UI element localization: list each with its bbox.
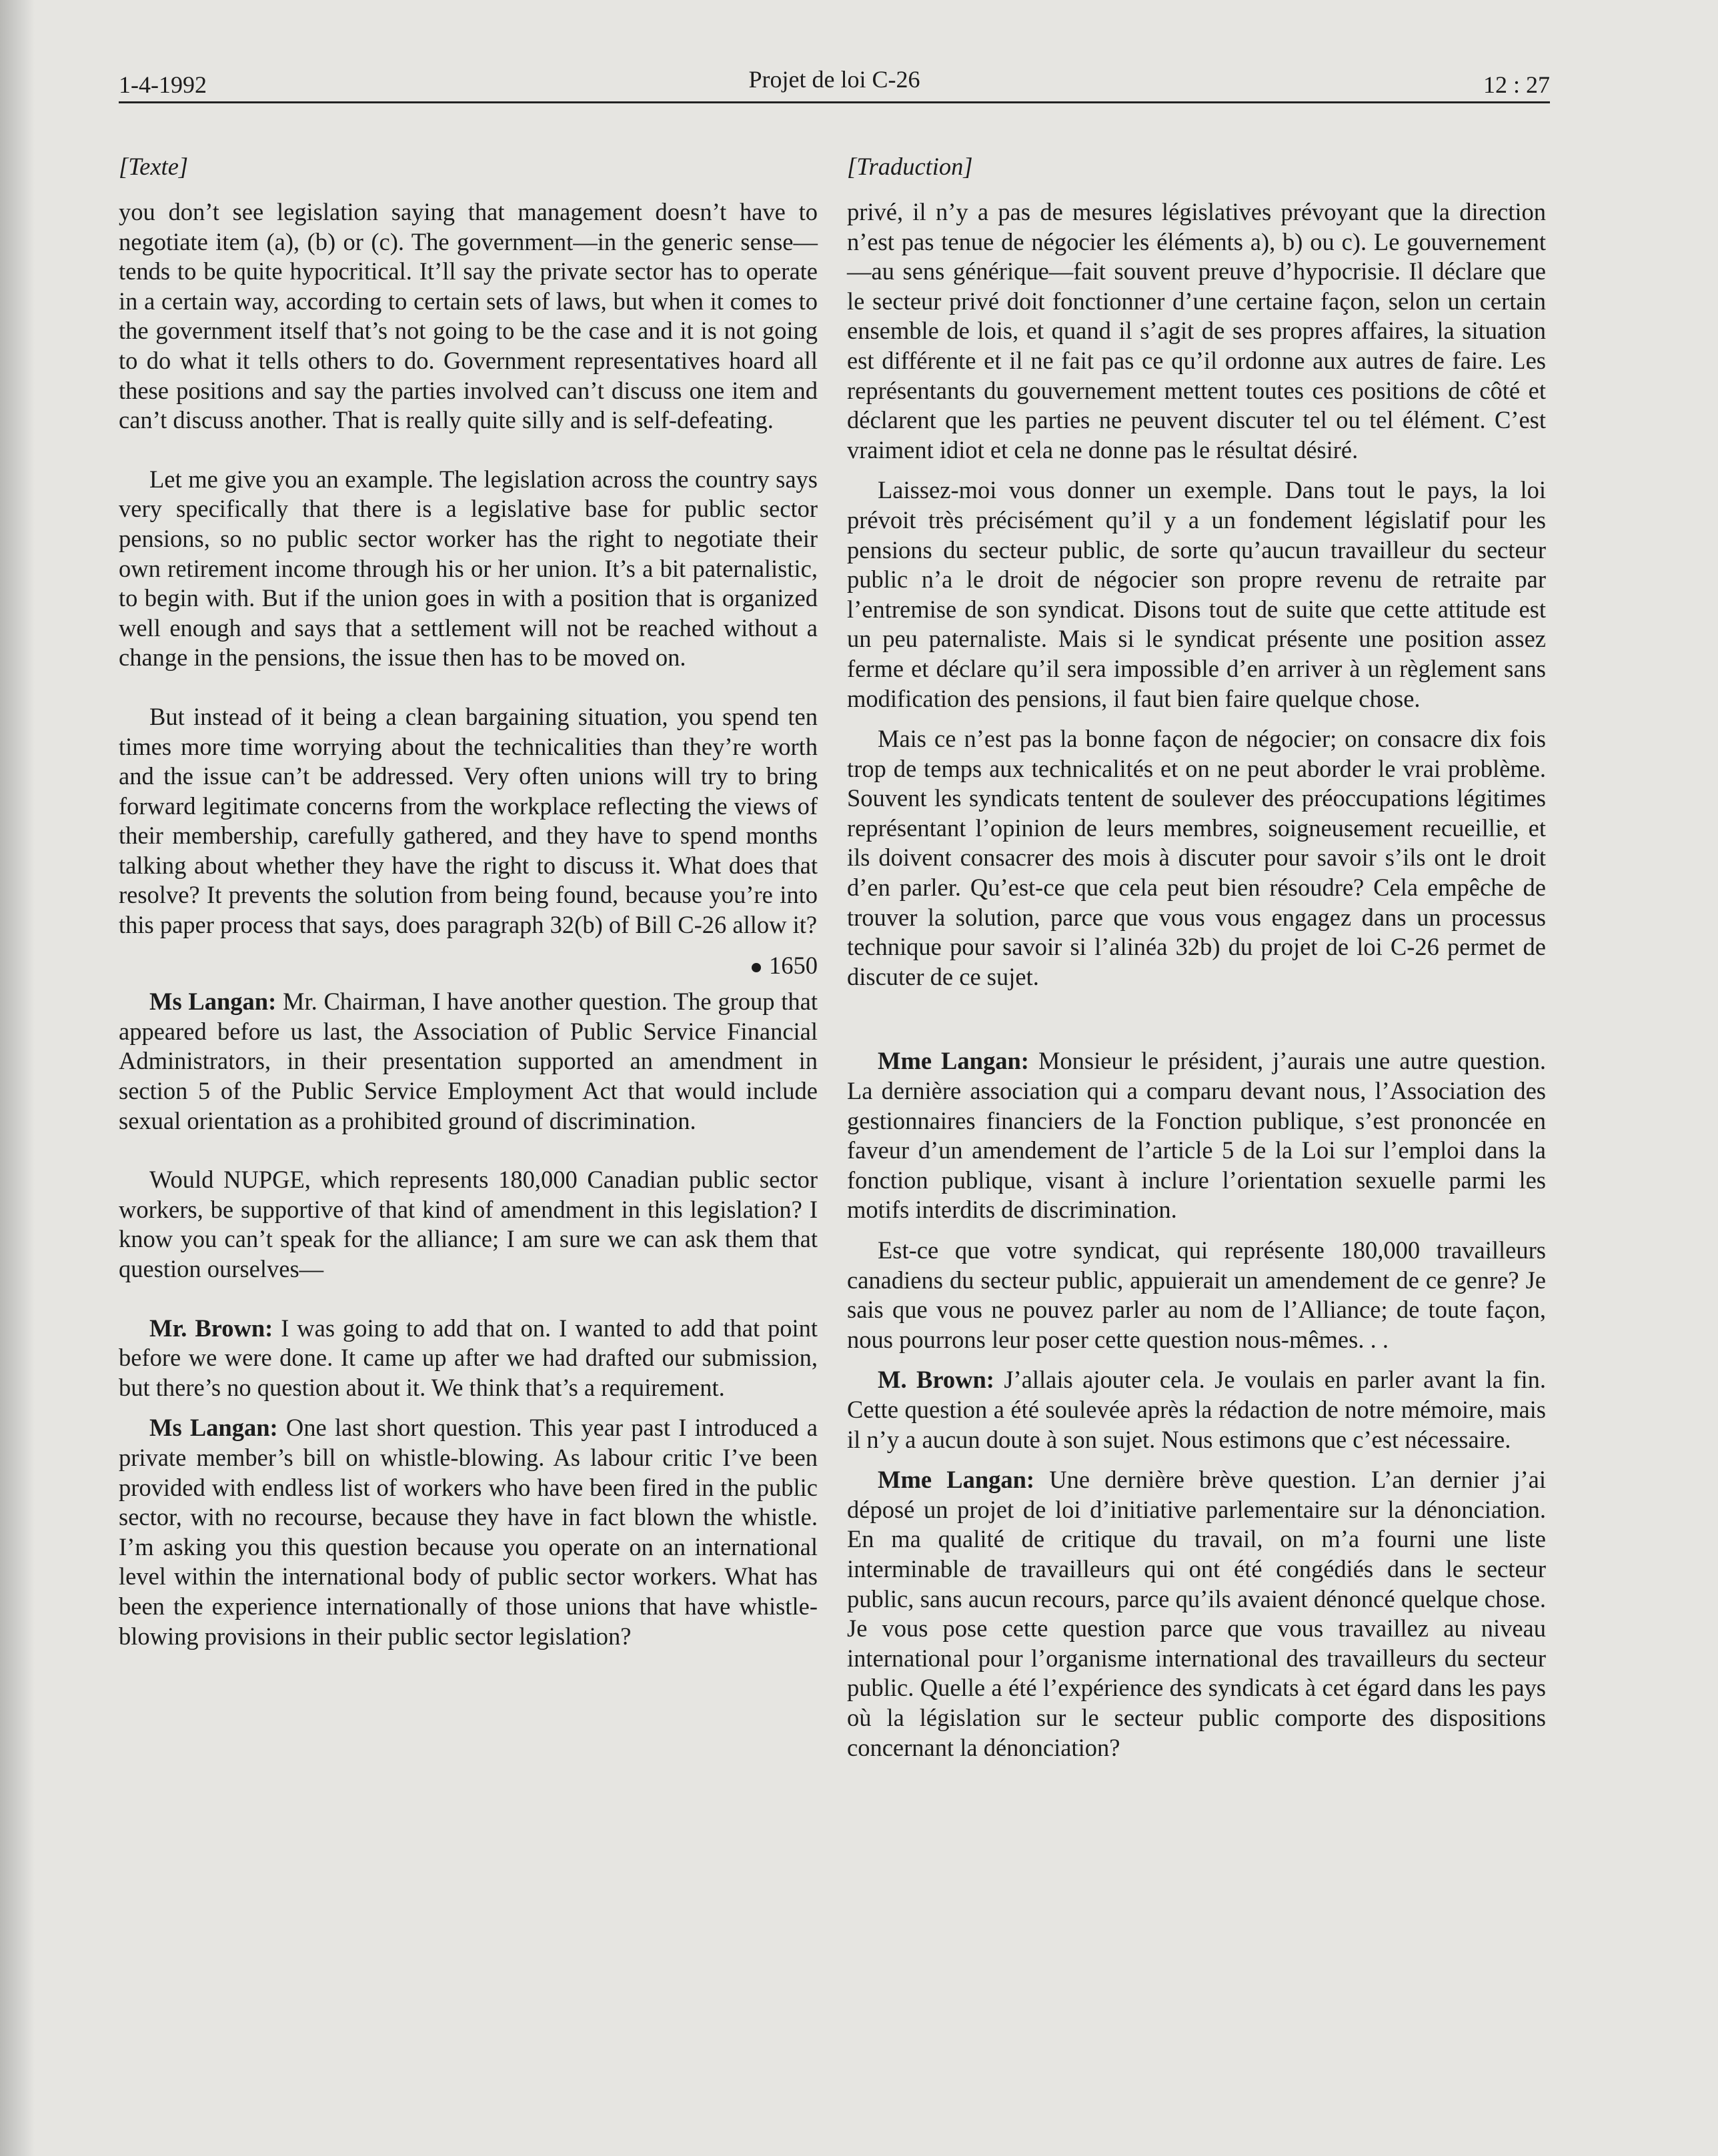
english-column — [119, 152, 818, 1662]
paragraph: Let me give you an example. The legislation across the country says very specifically that there is a legislative base for public sector pensions, so no public sector worker has the right to negotiate their own retirement income through his or her union. It’s a bit paternalistic, to begin with. But if the union goes in with a position that is organized well enough and says that a settlement will not be reached without a change in the pensions, the issue then has to be moved on. — [119, 465, 818, 672]
paragraph: But instead of it being a clean bargaining situation, you spend ten times more time worrying about the technicalities than they’re worth and the issue can’t be addressed. Very often unions will try to bring forward legitimate concerns from the workplace reflecting the views of their membership, carefully gathered, and they have to spend months talking about whether they have the right to discuss it. What does that resolve? It prevents the solution from being found, because you’re into this paper process that says, does paragraph 32(b) of Bill C-26 allow it? — [119, 702, 818, 939]
header-page-number: 12 : 27 — [1483, 71, 1550, 98]
page-header — [119, 65, 1550, 105]
language-tag-english: [Texte] — [119, 153, 189, 180]
speech-text: I was going to add that on. I wanted to add that point before we were done. It came up after we had drafted our submission, but there’s no question about it. We think that’s a requirement. — [119, 1314, 818, 1401]
paragraph: Mais ce n’est pas la bonne façon de négocier; on consacre dix fois trop de temps aux technicalités et on ne peut aborder le vrai problème. Souvent les syndicats tentent de soulever des préoccupations légitimes représentant l’opinion de leurs membres, soigneusement recueillie, et ils doivent consacrer des mois à discuter pour savoir s’ils ont le droit d’en parler. Qu’est-ce que cela peut bien résoudre? Cela empêche de trouver la solution, parce que vous vous engagez dans un processus technique pour savoir si l’alinéa 32b) du projet de loi C-26 permet de discuter de ce sujet. — [847, 725, 1546, 990]
speech-paragraph — [119, 1413, 818, 1651]
speech-paragraph — [119, 987, 818, 1136]
paragraph: you don’t see legislation saying that management doesn’t have to negotiate item (a), (b) or (c). The government—in the generic sense—tends to be quite hypocritical. It’ll say the private sector has to operate in a certain way, according to certain sets of laws, but when it comes to the government itself that’s not going to be the case and it is not going to do what it tells others to do. Government representatives hoard all these positions and say the parties involved can’t discuss one item and can’t discuss another. That is really quite silly and is self-defeating. — [119, 198, 818, 434]
speech-paragraph — [119, 1314, 818, 1403]
paragraph: Laissez-moi vous donner un exemple. Dans tout le pays, la loi prévoit très précisément qu’il y a un fondement législatif pour les pensions du secteur public, de sorte qu’aucun travailleur du secteur public n’a le droit de négocier son propre revenu de retraite par l’entremise de son syndicat. Disons tout de suite que cette attitude est un peu paternaliste. Mais si le syndicat présente une position assez ferme et déclare qu’il sera impossible d’en arriver à un règlement sans modification des pensions, il faut bien faire quelque chose. — [847, 476, 1546, 712]
speaker-name: M. Brown: — [878, 1366, 994, 1394]
header-rule — [119, 101, 1550, 103]
speech-paragraph — [847, 1046, 1546, 1225]
speech-text: Monsieur le président, j’aurais une autre question. La dernière association qui a comparu devant nous, l’Association des gestionnaires financiers de la Fonction publique, s’est prononcée en faveur d’un amendement de l’article 5 de la Loi sur l’emploi dans la fonction publique, visant à inclure l’orientation sexuelle parmi les motifs interdits de discrimination. — [847, 1047, 1547, 1224]
page-binding-shadow — [0, 0, 35, 2156]
speech-text: One last short question. This year past I introduced a private member’s bill on whistle-blowing. As labour critic I’ve been provided with endless list of workers who have been fired in the public sector, with no recourse, because they have in fact blown the whistle. I’m asking you this question because you operate on an international level within the international body of public sector workers. What has been the experience internationally of those unions that have whistle-blowing provisions in their public sector legislation? — [119, 1414, 818, 1650]
time-marker-value: 1650 — [769, 951, 818, 979]
paragraph: Est-ce que votre syndicat, qui représente 180,000 travailleurs canadiens du secteur public, appuierait un amendement de ce genre? Je sais que vous ne pouvez parler au nom de l’Alliance; de toute façon, nous pourrons leur poser cette question nous-mêmes. . . — [847, 1236, 1546, 1353]
speaker-name: Ms Langan: — [149, 1414, 278, 1442]
language-tag-french: [Traduction] — [847, 153, 973, 180]
speaker-name: Ms Langan: — [149, 988, 277, 1016]
speech-paragraph — [847, 1465, 1546, 1763]
speech-text: Une dernière brève question. L’an dernier j’ai déposé un projet de loi d’initiative parlementaire sur la dénonciation. En ma qualité de critique du travail, on m’a fourni une liste interminable de travailleurs qui ont été congédiés dans le secteur public, sans aucun recours, parce qu’ils avaient dénoncé quelque chose. Je vous pose cette question parce que vous travaillez au niveau international pour l’organisme international des travailleurs du secteur public. Quelle a été l’expérience des syndicats à cet égard dans les pays où la législation sur le secteur public comporte des dispositions concernant la dénonciation? — [847, 1466, 1547, 1761]
header-date: 1-4-1992 — [119, 71, 207, 98]
paragraph: Would NUPGE, which represents 180,000 Canadian public sector workers, be supportive of that kind of amendment in this legislation? I know you can’t speak for the alliance; I am sure we can ask them that question ourselves— — [119, 1166, 818, 1282]
speech-text: Mr. Chairman, I have another question. The group that appeared before us last, the Association of Public Service Financial Administrators, in their presentation supported an amendment in section 5 of the Public Service Employment Act that would include sexual orientation as a prohibited ground of discrimination. — [119, 988, 818, 1134]
speaker-name: Mr. Brown: — [149, 1314, 273, 1342]
paragraph: privé, il n’y a pas de mesures législatives prévoyant que la direction n’est pas tenue de négocier les éléments a), b) ou c). Le gouvernement—au sens générique—fait souvent preuve d’hypocrisie. Il déclare que le secteur privé doit fonctionner d’une certaine façon, selon un certain ensemble de lois, et quand il s’agit de ses propres affaires, la situation est différente et il ne fait pas ce qu’il ordonne aux autres de faire. Les représentants du gouvernement mettent toutes ces positions de côté et déclarent que les parties ne peuvent discuter tel ou tel élément. C’est vraiment idiot et cela ne donne pas le résultat désiré. — [847, 198, 1546, 463]
speech-text: J’allais ajouter cela. Je voulais en parler avant la fin. Cette question a été soulevée après la rédaction de notre mémoire, mais il n’y a aucun doute à son sujet. Nous estimons que c’est nécessaire. — [847, 1366, 1546, 1453]
speaker-name: Mme Langan: — [878, 1047, 1029, 1075]
header-title: Projet de loi C-26 — [748, 66, 920, 93]
speech-paragraph — [847, 1365, 1546, 1454]
speaker-name: Mme Langan: — [878, 1466, 1035, 1494]
time-marker — [119, 951, 818, 981]
french-column — [847, 152, 1546, 1773]
bullet-icon — [752, 963, 761, 972]
